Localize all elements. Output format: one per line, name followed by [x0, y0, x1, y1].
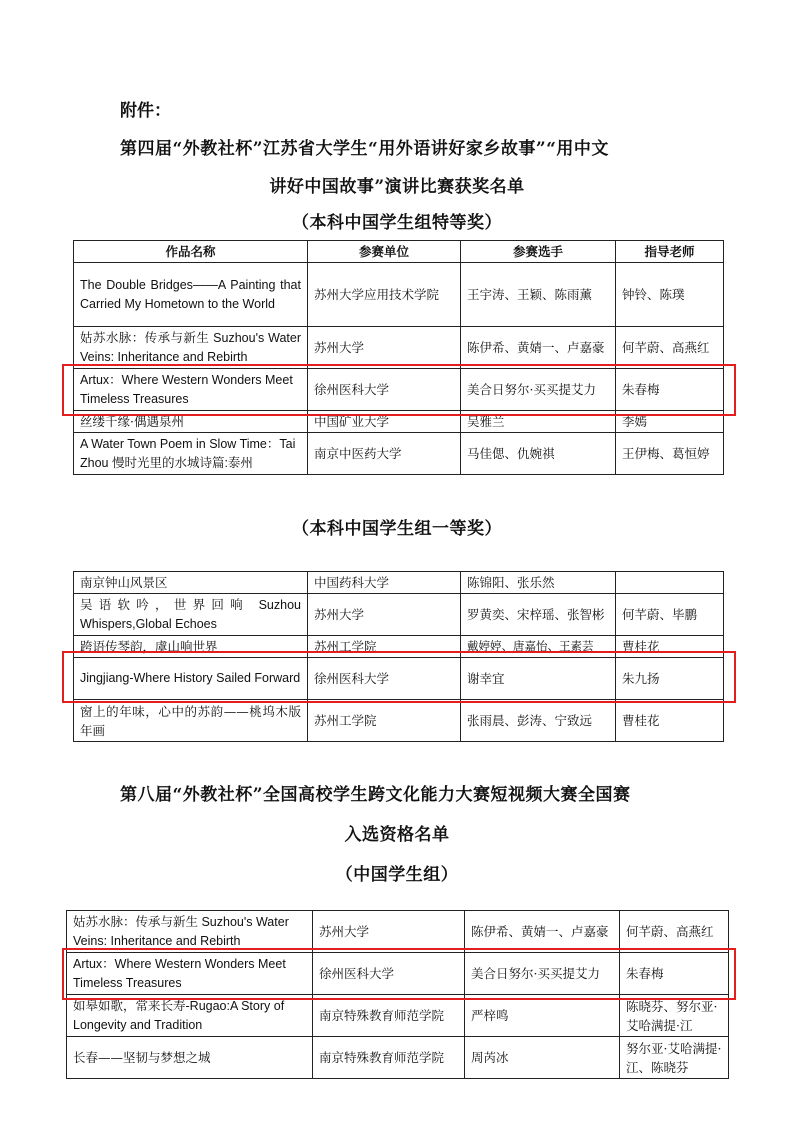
unit: 南京中医药大学 [308, 433, 461, 475]
section2-title-line1: 第八届“外教社杯”全国高校学生跨文化能力大赛短视频大赛全国赛 [120, 785, 631, 805]
work-title: A Water Town Poem in Slow Time：Tai Zhou 慢时光里的水城诗篇:泰州 [74, 433, 308, 475]
students: 陈伊希、黄婧一、卢嘉豪 [465, 911, 620, 953]
section1-title-line2: 讲好中国故事”演讲比赛获奖名单 [269, 177, 525, 197]
first-prize-group-heading: （本科中国学生组一等奖） [292, 519, 502, 539]
unit: 南京特殊教育师范学院 [313, 995, 465, 1037]
students: 吴雅兰 [461, 411, 616, 433]
teacher: 李嫣 [616, 411, 724, 433]
teacher: 何芊蔚、毕鹏 [616, 594, 724, 636]
table-row [67, 953, 729, 995]
table-row [67, 1037, 729, 1079]
unit: 南京特殊教育师范学院 [313, 1037, 465, 1079]
section1-title-line1: 第四届“外教社杯”江苏省大学生“用外语讲好家乡故事”“用中文 [120, 139, 609, 159]
unit: 苏州工学院 [308, 636, 461, 658]
work-title: The Double Bridges——A Painting that Carried My Hometown to the World [74, 263, 308, 327]
teacher-text: 陈晓芬、努尔亚·艾哈满提·江 [626, 998, 718, 1033]
teacher [616, 572, 724, 594]
students: 张雨晨、彭涛、宁致远 [461, 700, 616, 742]
students: 戴婷婷、唐嘉怡、王素芸 [461, 636, 616, 658]
work-title [74, 327, 308, 369]
work-title: Artux：Where Western Wonders Meet Timeless Treasures [74, 369, 308, 411]
column-header-unit: 参赛单位 [308, 241, 461, 263]
students: 周芮冰 [465, 1037, 620, 1079]
table-row [67, 911, 729, 953]
students: 严梓鸣 [465, 995, 620, 1037]
column-header-work: 作品名称 [74, 241, 308, 263]
work-title: 跨语传琴韵，虞山响世界 [74, 636, 308, 658]
unit: 苏州工学院 [308, 700, 461, 742]
unit: 苏州大学 [308, 594, 461, 636]
work-title [67, 995, 313, 1037]
table-row [74, 572, 724, 594]
work-title: 南京钟山风景区 [74, 572, 308, 594]
teacher [620, 995, 729, 1037]
table-row [74, 433, 724, 475]
table-row [74, 411, 724, 433]
work-title: 长春——坚韧与梦想之城 [67, 1037, 313, 1079]
teacher-text: 努尔亚·艾哈满提·江、陈晓芬 [626, 1040, 722, 1075]
national-qualification-table [66, 910, 729, 1079]
students: 美合日努尔·买买提艾力 [465, 953, 620, 995]
special-award-table [73, 240, 724, 475]
special-award-group-heading: （本科中国学生组特等奖） [292, 213, 502, 233]
teacher [620, 1037, 729, 1079]
column-header-students: 参赛选手 [461, 241, 616, 263]
teacher: 曹桂花 [616, 700, 724, 742]
section2-title-line2: 入选资格名单 [344, 825, 450, 845]
teacher: 何芊蔚、高燕红 [616, 327, 724, 369]
work-title-text: 姑苏水脉：传承与新生 Suzhou's Water Veins: Inheritance and Rebirth [80, 330, 301, 364]
work-title-text: 如皋如歌，常来长寿-Rugao:A Story of Longevity and Tradition [73, 998, 285, 1032]
table-row [74, 327, 724, 369]
work-title-text: 姑苏水脉：传承与新生 Suzhou's Water Veins: Inheritance and Rebirth [73, 914, 289, 948]
students: 美合日努尔·买买提艾力 [461, 369, 616, 411]
first-prize-table [73, 571, 724, 742]
work-title: Jingjiang-Where History Sailed Forward [74, 658, 308, 700]
teacher: 朱春梅 [616, 369, 724, 411]
unit: 苏州大学 [308, 327, 461, 369]
work-title: Artux：Where Western Wonders Meet Timeless Treasures [67, 953, 313, 995]
attachment-label: 附件： [120, 101, 171, 121]
chinese-group-heading: （中国学生组） [335, 865, 459, 885]
table-row [74, 636, 724, 658]
unit: 中国药科大学 [308, 572, 461, 594]
teacher: 朱春梅 [620, 953, 729, 995]
teacher: 何芊蔚、高燕红 [620, 911, 729, 953]
teacher: 曹桂花 [616, 636, 724, 658]
work-title: 窗上的年味，心中的苏韵——桃坞木版年画 [74, 700, 308, 742]
column-header-teacher: 指导老师 [616, 241, 724, 263]
unit: 中国矿业大学 [308, 411, 461, 433]
table-header-row [74, 241, 724, 263]
students: 谢幸宜 [461, 658, 616, 700]
table-row [67, 995, 729, 1037]
teacher: 朱九扬 [616, 658, 724, 700]
students: 陈锦阳、张乐然 [461, 572, 616, 594]
work-title: 吴语软吟，世界回响 Suzhou Whispers,Global Echoes [74, 594, 308, 636]
unit: 苏州大学应用技术学院 [308, 263, 461, 327]
students: 马佳偲、仇婉祺 [461, 433, 616, 475]
work-title [67, 911, 313, 953]
work-title: 丝缕千缘·偶遇泉州 [74, 411, 308, 433]
students: 罗黄奕、宋梓瑶、张智彬 [461, 594, 616, 636]
teacher: 钟铃、陈璞 [616, 263, 724, 327]
unit: 徐州医科大学 [308, 369, 461, 411]
table-row [74, 658, 724, 700]
unit: 苏州大学 [313, 911, 465, 953]
table-row [74, 700, 724, 742]
table-row [74, 369, 724, 411]
teacher: 王伊梅、葛恒婷 [616, 433, 724, 475]
students: 陈伊希、黄婧一、卢嘉豪 [461, 327, 616, 369]
table-row [74, 263, 724, 327]
unit: 徐州医科大学 [313, 953, 465, 995]
table-row [74, 594, 724, 636]
students: 王宇涛、王颖、陈雨薰 [461, 263, 616, 327]
unit: 徐州医科大学 [308, 658, 461, 700]
